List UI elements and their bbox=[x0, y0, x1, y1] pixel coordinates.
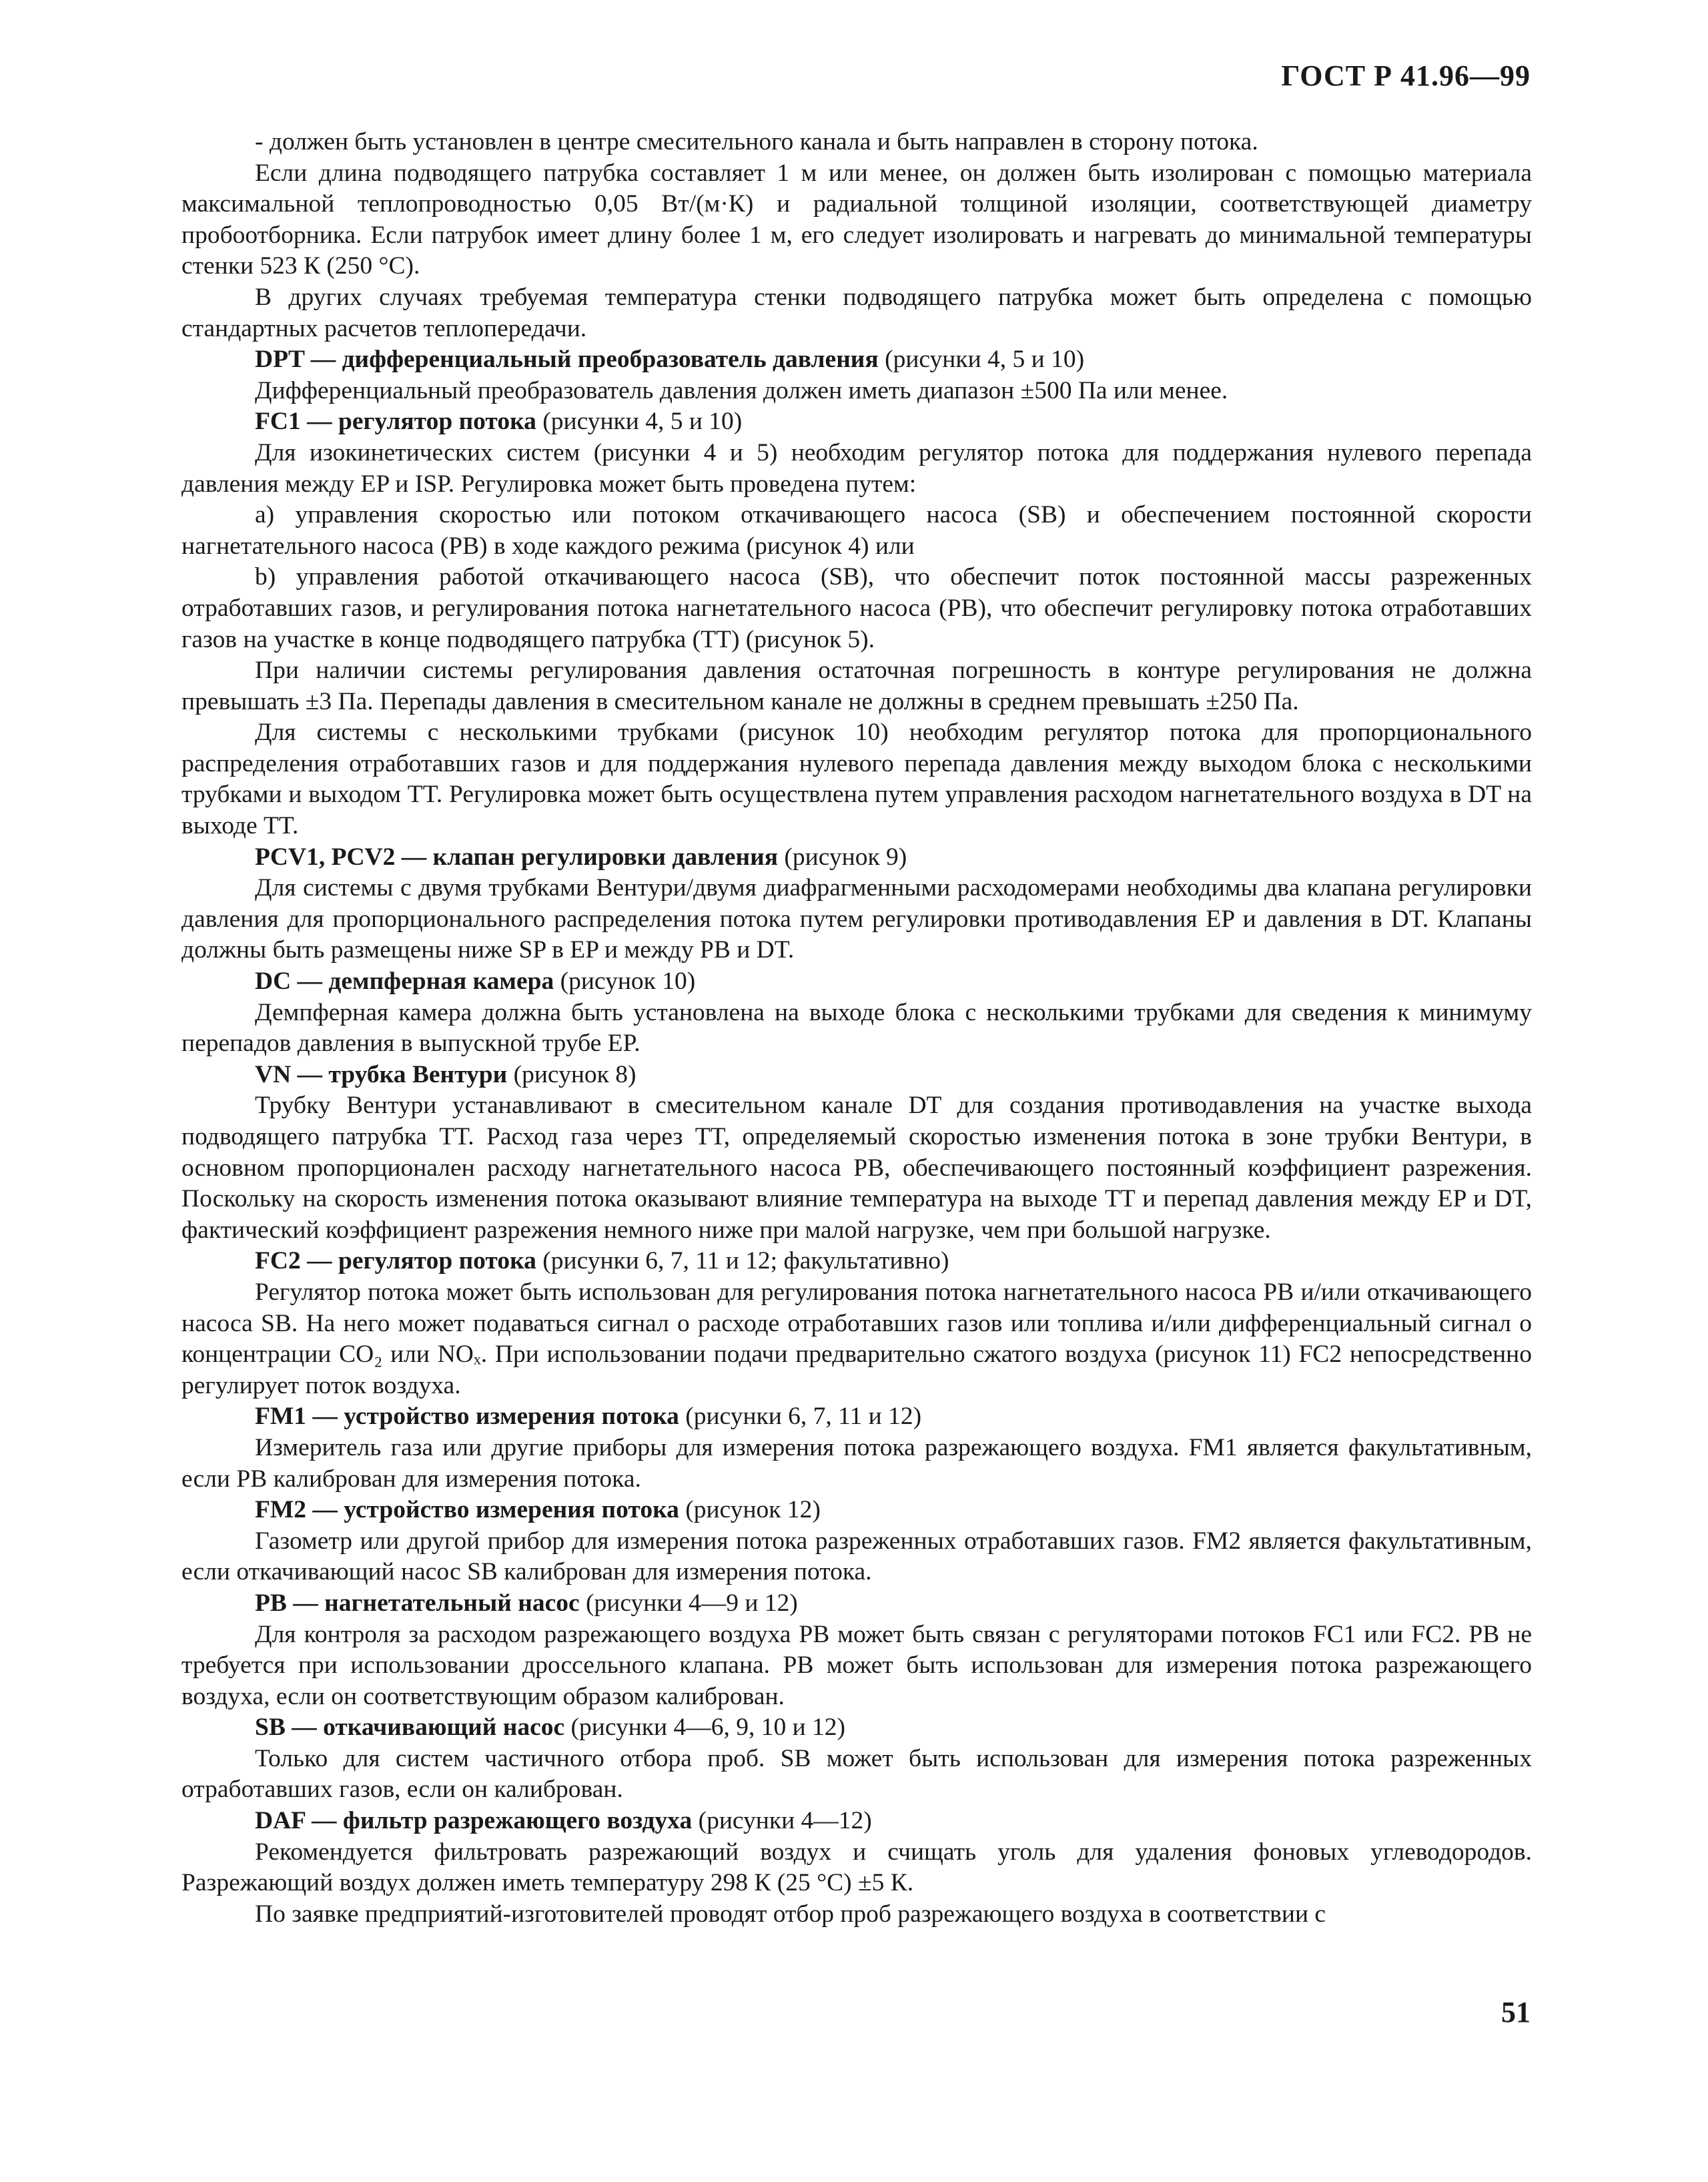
term-name: DPT — дифференциальный преобразователь давления bbox=[255, 346, 879, 374]
standard-code-header: ГОСТ Р 41.96—99 bbox=[1281, 59, 1531, 92]
page-number: 51 bbox=[1501, 1996, 1531, 2029]
term-reference: (рисунок 10) bbox=[554, 968, 696, 996]
term-name: PCV1, PCV2 — клапан регулировки давления bbox=[255, 843, 779, 871]
paragraph: Только для систем частичного отбора проб. SB может быть использован для измерения потока разреженных отработавших газов, если он калиброван. bbox=[181, 1744, 1532, 1804]
paragraph: Трубку Вентури устанавливают в смесительном канале DT для создания противодавления на участке выхода подводящего патрубка TT. Расход газа через TT, определяемый скоростью изменения потока в зоне трубки Вентури, в основном пропорционален расходу нагнетательного насоса PB, обеспечивающего постоянный коэффициент разрежения. Поскольку на скорость изменения потока оказывают влияние температура на выходе TT и перепад давления между EP и DT, фактический коэффициент разрежения немного ниже при малой нагрузке, чем при большой нагрузке. bbox=[181, 1092, 1532, 1244]
term-name: DAF — фильтр разрежающего воздуха bbox=[255, 1807, 693, 1835]
paragraph: Демпферная камера должна быть установлена на выходе блока с несколькими трубками для сведения к минимуму перепадов давления в выпускной трубе EP. bbox=[181, 998, 1532, 1058]
paragraph: - должен быть установлен в центре смесительного канала и быть направлен в сторону потока. bbox=[255, 128, 1258, 155]
paragraph: Измеритель газа или другие приборы для измерения потока разрежающего воздуха. FM1 является факультативным, если PB калиброван для измерения потока. bbox=[181, 1433, 1532, 1493]
term-heading bbox=[181, 1060, 1532, 1091]
term-heading bbox=[181, 1401, 1532, 1433]
document-body bbox=[181, 127, 1532, 1930]
paragraph: Если длина подводящего патрубка составляет 1 м или менее, он должен быть изолирован с помощью материала максимальной теплопроводностью 0,05 Вт/(м·К) и радиальной толщиной изоляции, соответствующей диаметру пробоотборника. Если патрубок имеет длину более 1 м, его следует изолировать и нагревать до минимальной температуры стенки 523 К (250 °С). bbox=[181, 159, 1532, 280]
term-reference: (рисунки 6, 7, 11 и 12; факультативно) bbox=[536, 1247, 949, 1275]
term-heading bbox=[181, 1806, 1532, 1837]
term-heading bbox=[181, 966, 1532, 998]
paragraph: При наличии системы регулирования давления остаточная погрешность в контуре регулирования не должна превышать ±3 Па. Перепады давления в смесительном канале не должны в среднем превышать ±250 Па. bbox=[181, 657, 1532, 715]
paragraph: В других случаях требуемая температура стенки подводящего патрубка может быть определена с помощью стандартных расчетов теплопередачи. bbox=[181, 283, 1532, 342]
paragraph: Рекомендуется фильтровать разрежающий воздух и счищать уголь для удаления фоновых углеводородов. Разрежающий воздух должен иметь температуру 298 К (25 °С) ±5 К. bbox=[181, 1838, 1532, 1897]
term-name: FM2 — устройство измерения потока bbox=[255, 1496, 679, 1524]
paragraph: По заявке предприятий-изготовителей проводят отбор проб разрежающего воздуха в соответствии с bbox=[255, 1900, 1326, 1928]
term-reference: (рисунок 9) bbox=[778, 843, 907, 871]
paragraph: Для системы с двумя трубками Вентури/двумя диафрагменными расходомерами необходимы два клапана регулировки давления для пропорционального распределения потока путем регулировки противодавления EP и давления в DT. Клапаны должны быть размещены ниже SP в EP и между PB и DT. bbox=[181, 874, 1532, 964]
term-name: SB — откачивающий насос bbox=[255, 1714, 565, 1742]
paragraph: Газометр или другой прибор для измерения потока разреженных отработавших газов. FM2 является факультативным, если откачивающий насос SB калиброван для измерения потока. bbox=[181, 1527, 1532, 1586]
term-name: FM1 — устройство измерения потока bbox=[255, 1403, 679, 1431]
paragraph: b) управления работой откачивающего насоса (SB), что обеспечит поток постоянной массы разреженных отработавших газов, и регулирования потока нагнетательного насоса (PB), что обеспечит регулировку потока отработавших газов на участке в конце подводящего патрубка (TT) (рисунок 5). bbox=[181, 563, 1532, 653]
term-name: FC2 — регулятор потока bbox=[255, 1247, 536, 1275]
term-heading bbox=[181, 1588, 1532, 1619]
term-heading bbox=[181, 344, 1532, 376]
term-reference: (рисунки 4—12) bbox=[692, 1807, 872, 1835]
term-reference: (рисунки 4, 5 и 10) bbox=[878, 346, 1085, 374]
term-reference: (рисунки 4—9 и 12) bbox=[579, 1589, 798, 1617]
term-reference: (рисунок 12) bbox=[679, 1496, 821, 1524]
paragraph: Для изокинетических систем (рисунки 4 и 5) необходим регулятор потока для поддержания нулевого перепада давления между EP и ISP. Регулировка может быть проведена путем: bbox=[181, 438, 1532, 498]
term-reference: (рисунки 4, 5 и 10) bbox=[536, 408, 743, 436]
paragraph: Регулятор потока может быть использован для регулирования потока нагнетательного насоса PB и/или откачивающего насоса SB. На него может подаваться сигнал о расходе отработавших газов или топлива и/или дифференциальный сигнал о концентрации CO₂ или NOₓ. При использовании подачи предварительно сжатого воздуха (рисунок 11) FC2 непосредственно регулирует поток воздуха. bbox=[181, 1278, 1532, 1399]
term-reference: (рисунок 8) bbox=[507, 1060, 636, 1088]
term-heading bbox=[181, 1495, 1532, 1526]
paragraph: Для системы с несколькими трубками (рисунок 10) необходим регулятор потока для пропорционального распределения отработавших газов и для поддержания нулевого перепада давления между выходом блока с несколькими трубками и выходом TT. Регулировка может быть осуществлена путем управления расходом нагнетательного воздуха в DT на выходе TT. bbox=[181, 719, 1532, 840]
term-name: DC — демпферная камера bbox=[255, 968, 554, 996]
paragraph: a) управления скоростью или потоком откачивающего насоса (SB) и обеспечением постоянной скорости нагнетательного насоса (PB) в ходе каждого режима (рисунок 4) или bbox=[181, 501, 1532, 560]
term-name: FC1 — регулятор потока bbox=[255, 408, 536, 436]
term-heading bbox=[181, 406, 1532, 438]
paragraph: Дифференциальный преобразователь давления должен иметь диапазон ±500 Па или менее. bbox=[255, 376, 1228, 404]
term-heading bbox=[181, 842, 1532, 873]
term-name: PB — нагнетательный насос bbox=[255, 1589, 580, 1617]
term-reference: (рисунки 6, 7, 11 и 12) bbox=[679, 1403, 922, 1431]
term-reference: (рисунки 4—6, 9, 10 и 12) bbox=[564, 1714, 846, 1742]
term-heading bbox=[181, 1246, 1532, 1277]
term-heading bbox=[181, 1712, 1532, 1744]
term-name: VN — трубка Вентури bbox=[255, 1060, 508, 1088]
paragraph: Для контроля за расходом разрежающего воздуха PB может быть связан с регуляторами потоков FC1 или FC2. PB не требуется при использовании дроссельного клапана. PB может быть использован для измерения потока разрежающего воздуха, если он соответствующим образом калиброван. bbox=[181, 1620, 1532, 1710]
